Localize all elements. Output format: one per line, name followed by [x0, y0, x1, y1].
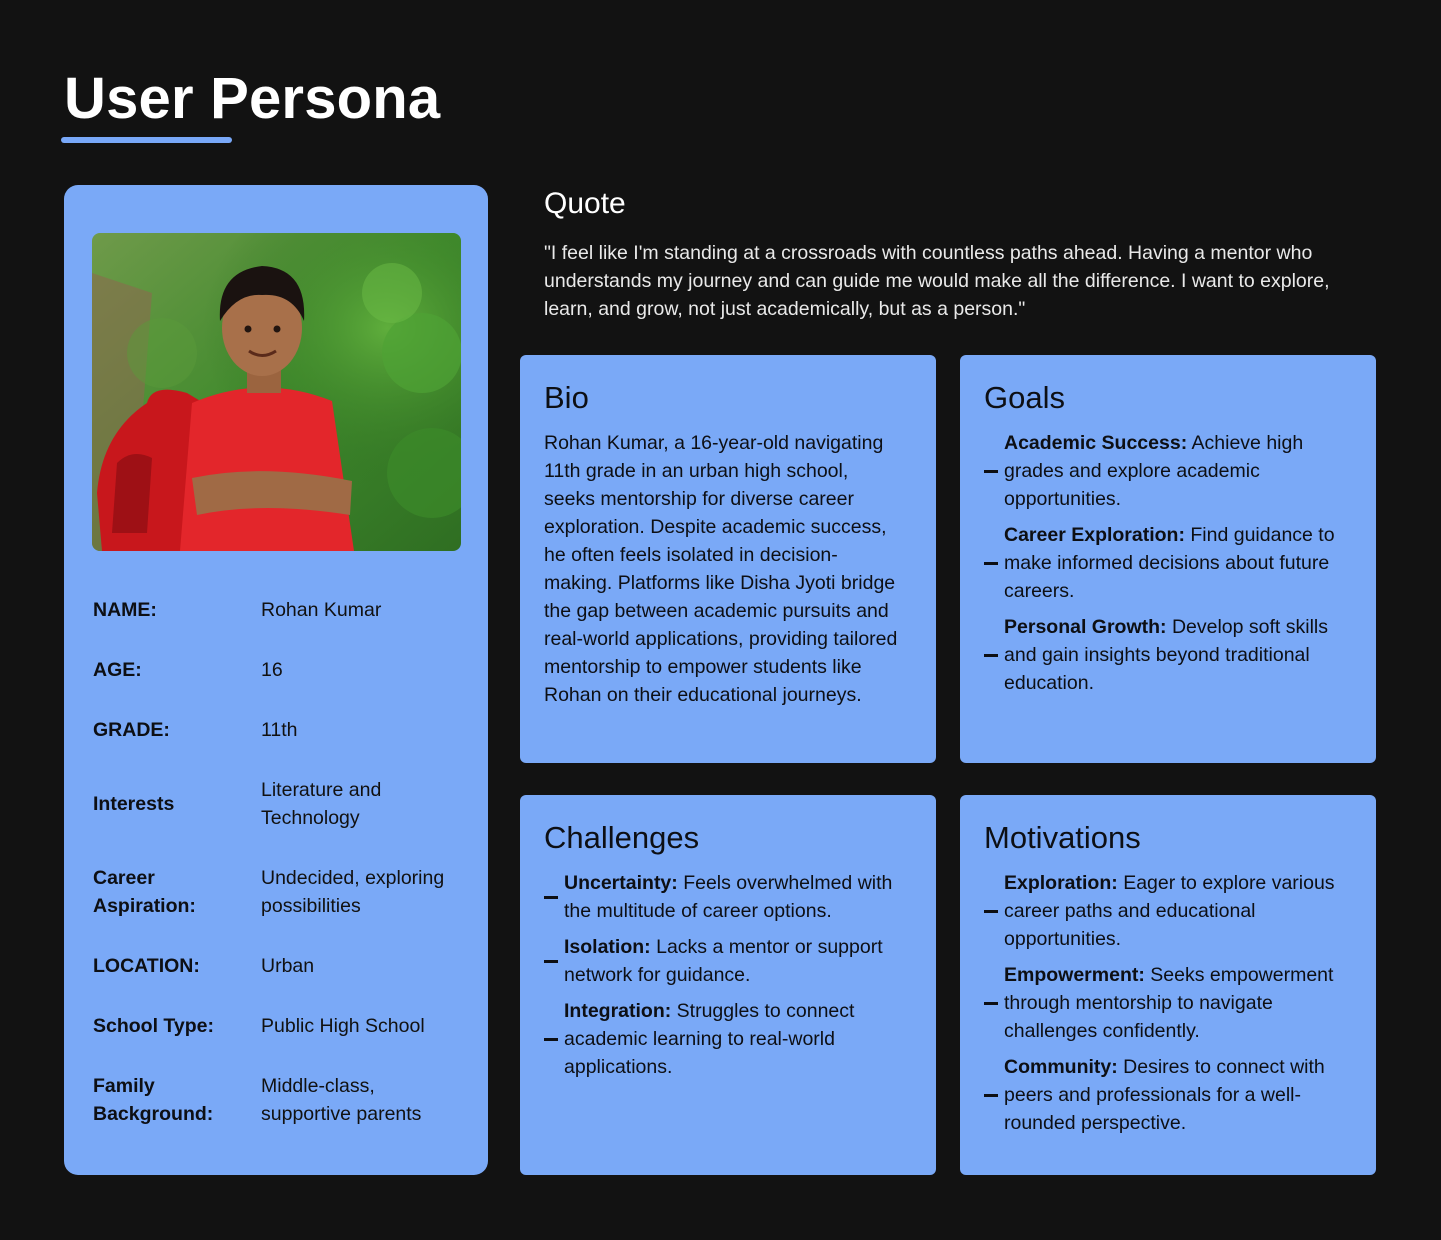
- goal-text: Develop soft skills and gain insights beyond traditional education.: [1004, 616, 1329, 694]
- motivation-text: Seeks empowerment through mentorship to navigate challenges confidently.: [1004, 964, 1334, 1042]
- challenge-text: Lacks a mentor or support network for guidance.: [564, 936, 883, 986]
- motivation-item: [984, 1053, 1352, 1137]
- bio-text: Rohan Kumar, a 16-year-old navigating 11th grade in an urban high school, seeks mentorship for diverse career exploration. Despite academic success, he often feels isolated in decision-making. Platforms like Disha Jyoti bridge the gap between academic pursuits and real-world applications, providing tailored mentorship to empower students like Rohan on their educational journeys.: [544, 432, 898, 706]
- grade-label: GRADE:: [93, 719, 170, 741]
- school-type-value: Public High School: [261, 1015, 425, 1037]
- quote-heading: Quote: [544, 187, 626, 220]
- interests-value: Literature and Technology: [261, 779, 382, 829]
- bio-card: [520, 355, 936, 763]
- challenges-heading: Challenges: [544, 820, 700, 855]
- location-value: Urban: [261, 955, 315, 977]
- motivation-item: [984, 961, 1352, 1045]
- motivation-title: Empowerment:: [1004, 964, 1145, 986]
- challenge-text: Struggles to connect academic learning to real-world applications.: [564, 1000, 855, 1078]
- challenge-item: [544, 997, 912, 1081]
- school-type-label: School Type:: [93, 1015, 214, 1037]
- profile-card: [64, 185, 488, 1175]
- quote-text: "I feel like I'm standing at a crossroads with countless paths ahead. Having a mentor who understands my journey and can guide me would make all the difference. I want to explore, learn, and grow, not just academically, but as a person.": [544, 242, 1330, 320]
- goal-title: Personal Growth:: [1004, 616, 1167, 638]
- dash-icon: [984, 470, 998, 473]
- goal-item: [984, 521, 1352, 605]
- name-value: Rohan Kumar: [261, 599, 382, 621]
- motivation-title: Exploration:: [1004, 872, 1118, 894]
- page-title: User Persona: [64, 66, 441, 131]
- age-value: 16: [261, 659, 283, 681]
- motivation-text: Desires to connect with peers and professionals for a well-rounded perspective.: [1004, 1056, 1325, 1134]
- dash-icon: [984, 562, 998, 565]
- goal-item: [984, 613, 1352, 697]
- goals-card: [960, 355, 1376, 763]
- motivation-title: Community:: [1004, 1056, 1118, 1078]
- bio-heading: Bio: [544, 380, 589, 415]
- location-label: LOCATION:: [93, 955, 200, 977]
- family-background-label: Family Background:: [93, 1075, 214, 1125]
- goal-item: [984, 429, 1352, 513]
- career-aspiration-value: Undecided, exploring possibilities: [261, 867, 445, 917]
- dash-icon: [544, 896, 558, 899]
- name-label: NAME:: [93, 599, 157, 621]
- goal-text: Find guidance to make informed decisions about future careers.: [1004, 524, 1335, 602]
- dash-icon: [544, 1038, 558, 1041]
- motivations-card: [960, 795, 1376, 1175]
- challenge-text: Feels overwhelmed with the multitude of career options.: [564, 872, 893, 922]
- motivation-text: Eager to explore various career paths and educational opportunities.: [1004, 872, 1335, 950]
- motivation-item: [984, 869, 1352, 953]
- family-background-value: Middle-class, supportive parents: [261, 1075, 422, 1125]
- interests-label: Interests: [93, 793, 175, 815]
- challenge-item: [544, 869, 912, 925]
- dash-icon: [984, 1094, 998, 1097]
- goal-title: Career Exploration:: [1004, 524, 1185, 546]
- goal-text: Achieve high grades and explore academic opportunities.: [1004, 432, 1304, 510]
- dash-icon: [544, 960, 558, 963]
- goals-heading: Goals: [984, 380, 1065, 415]
- grade-value: 11th: [261, 719, 298, 741]
- motivations-heading: Motivations: [984, 820, 1141, 855]
- challenge-title: Integration:: [564, 1000, 672, 1022]
- challenge-title: Isolation:: [564, 936, 651, 958]
- profile-photo: [92, 233, 461, 551]
- challenges-card: [520, 795, 936, 1175]
- title-underline: [61, 137, 232, 143]
- age-label: AGE:: [93, 659, 142, 681]
- dash-icon: [984, 910, 998, 913]
- dash-icon: [984, 654, 998, 657]
- goal-title: Academic Success:: [1004, 432, 1188, 454]
- challenge-item: [544, 933, 912, 989]
- career-aspiration-label: Career Aspiration:: [93, 867, 196, 917]
- dash-icon: [984, 1002, 998, 1005]
- challenge-title: Uncertainty:: [564, 872, 678, 894]
